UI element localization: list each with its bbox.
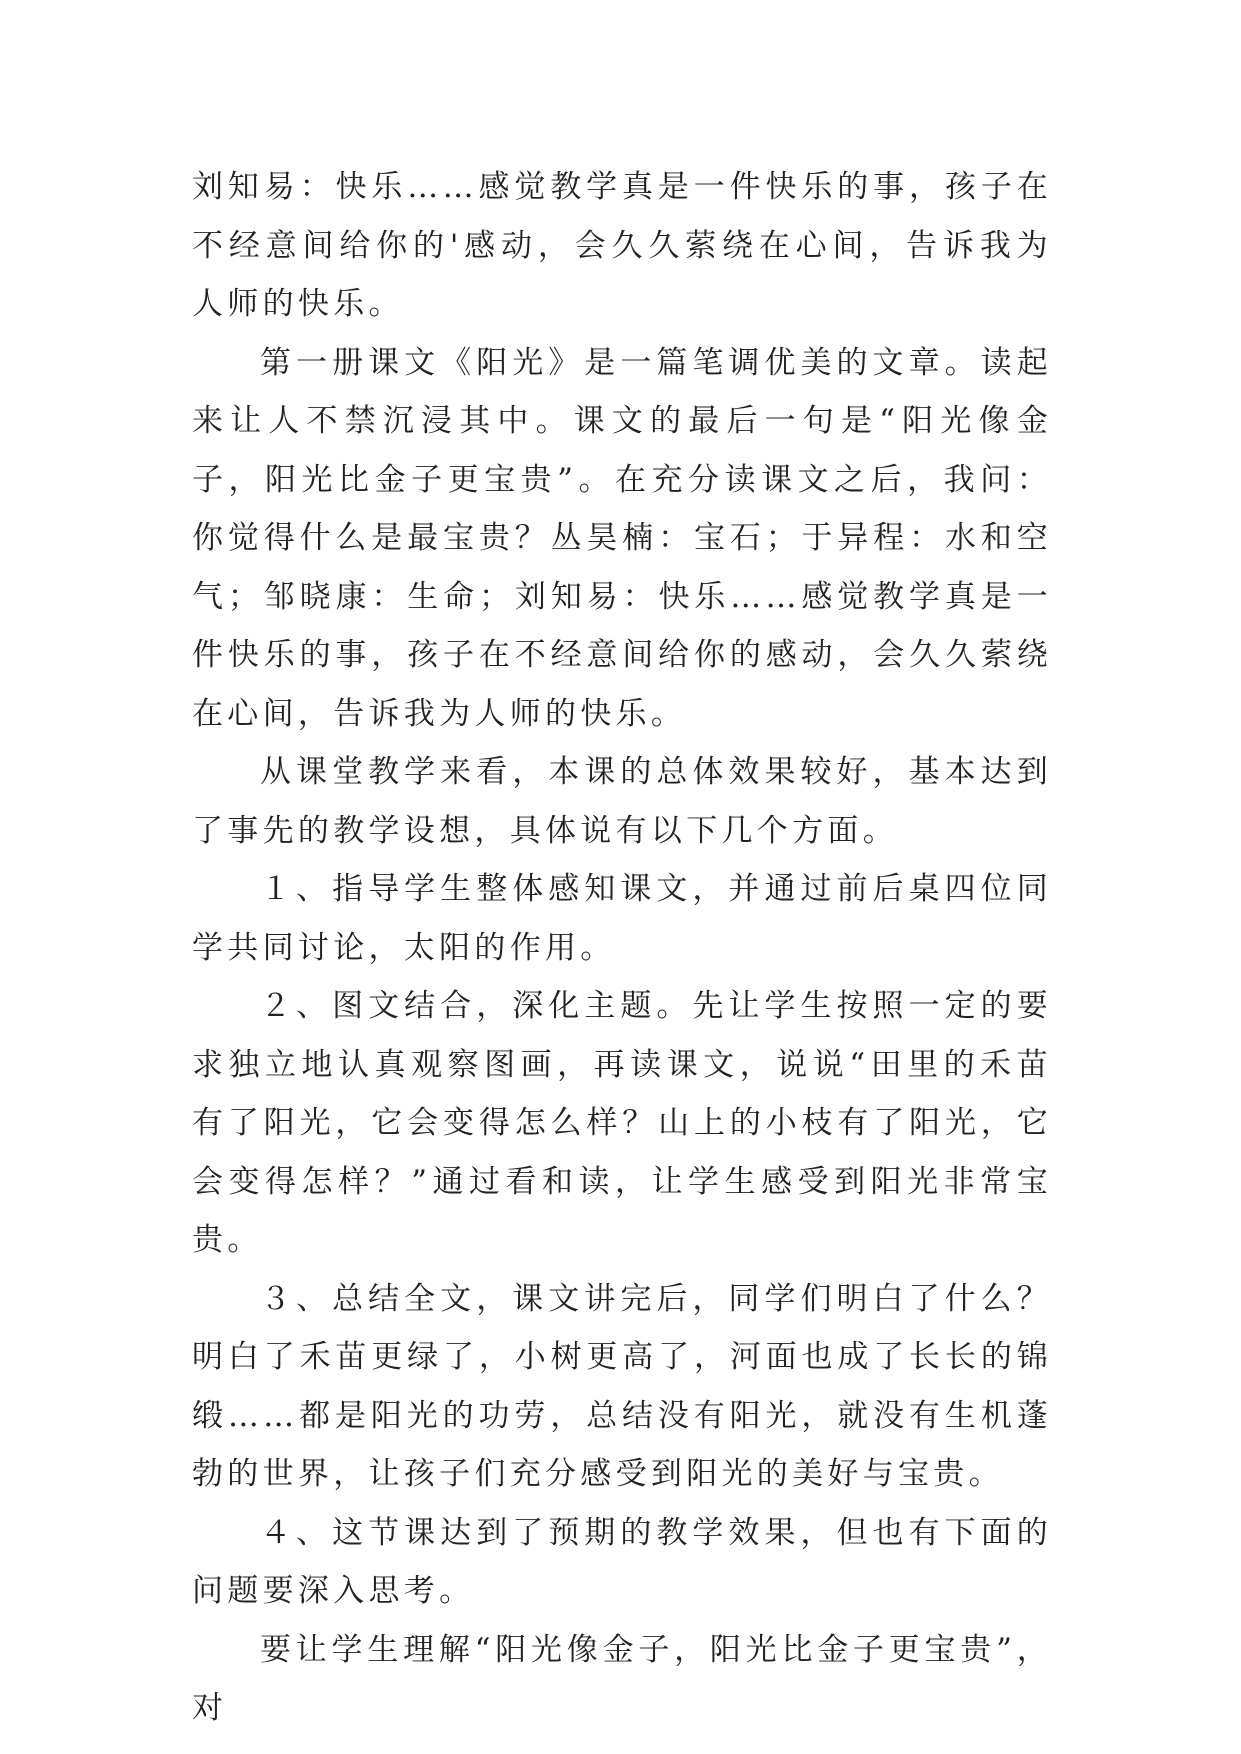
- paragraph-7: ４、这节课达到了预期的教学效果，但也有下面的问题要深入思考。: [192, 1514, 1052, 1609]
- paragraph-5: ２、图文结合，深化主题。先让学生按照一定的要求独立地认真观察图画，再读课文，说说“田里的禾苗有了阳光，它会变得怎么样？山上的小枝有了阳光，它会变得怎样？”通过看和读，让学生感受到阳光非常宝贵。: [192, 988, 1052, 1258]
- paragraph-4: １、指导学生整体感知课文，并通过前后桌四位同学共同讨论，太阳的作用。: [192, 871, 1052, 966]
- paragraph-2: 第一册课文《阳光》是一篇笔调优美的文章。读起来让人不禁沉浸其中。课文的最后一句是“阳光像金子，阳光比金子更宝贵”。在充分读课文之后，我问：你觉得什么是最宝贵？丛昊楠：宝石；于异程：水和空气；邹晓康：生命；刘知易：快乐……感觉教学真是一件快乐的事，孩子在不经意间给你的感动，会久久萦绕在心间，告诉我为人师的快乐。: [192, 344, 1052, 732]
- paragraph-1: 刘知易：快乐……感觉教学真是一件快乐的事，孩子在不经意间给你的'感动，会久久萦绕在心间，告诉我为人师的快乐。: [192, 169, 1052, 322]
- paragraph-8: 要让学生理解“阳光像金子，阳光比金子更宝贵”，对: [192, 1631, 1052, 1726]
- paragraph-6: ３、总结全文，课文讲完后，同学们明白了什么？明白了禾苗更绿了，小树更高了，河面也成了长长的锦缎……都是阳光的功劳，总结没有阳光，就没有生机蓬勃的世界，让孩子们充分感受到阳光的美好与宝贵。: [192, 1280, 1052, 1492]
- paragraph-3: 从课堂教学来看，本课的总体效果较好，基本达到了事先的教学设想，具体说有以下几个方面。: [192, 754, 1052, 849]
- document-body: [192, 158, 1052, 1738]
